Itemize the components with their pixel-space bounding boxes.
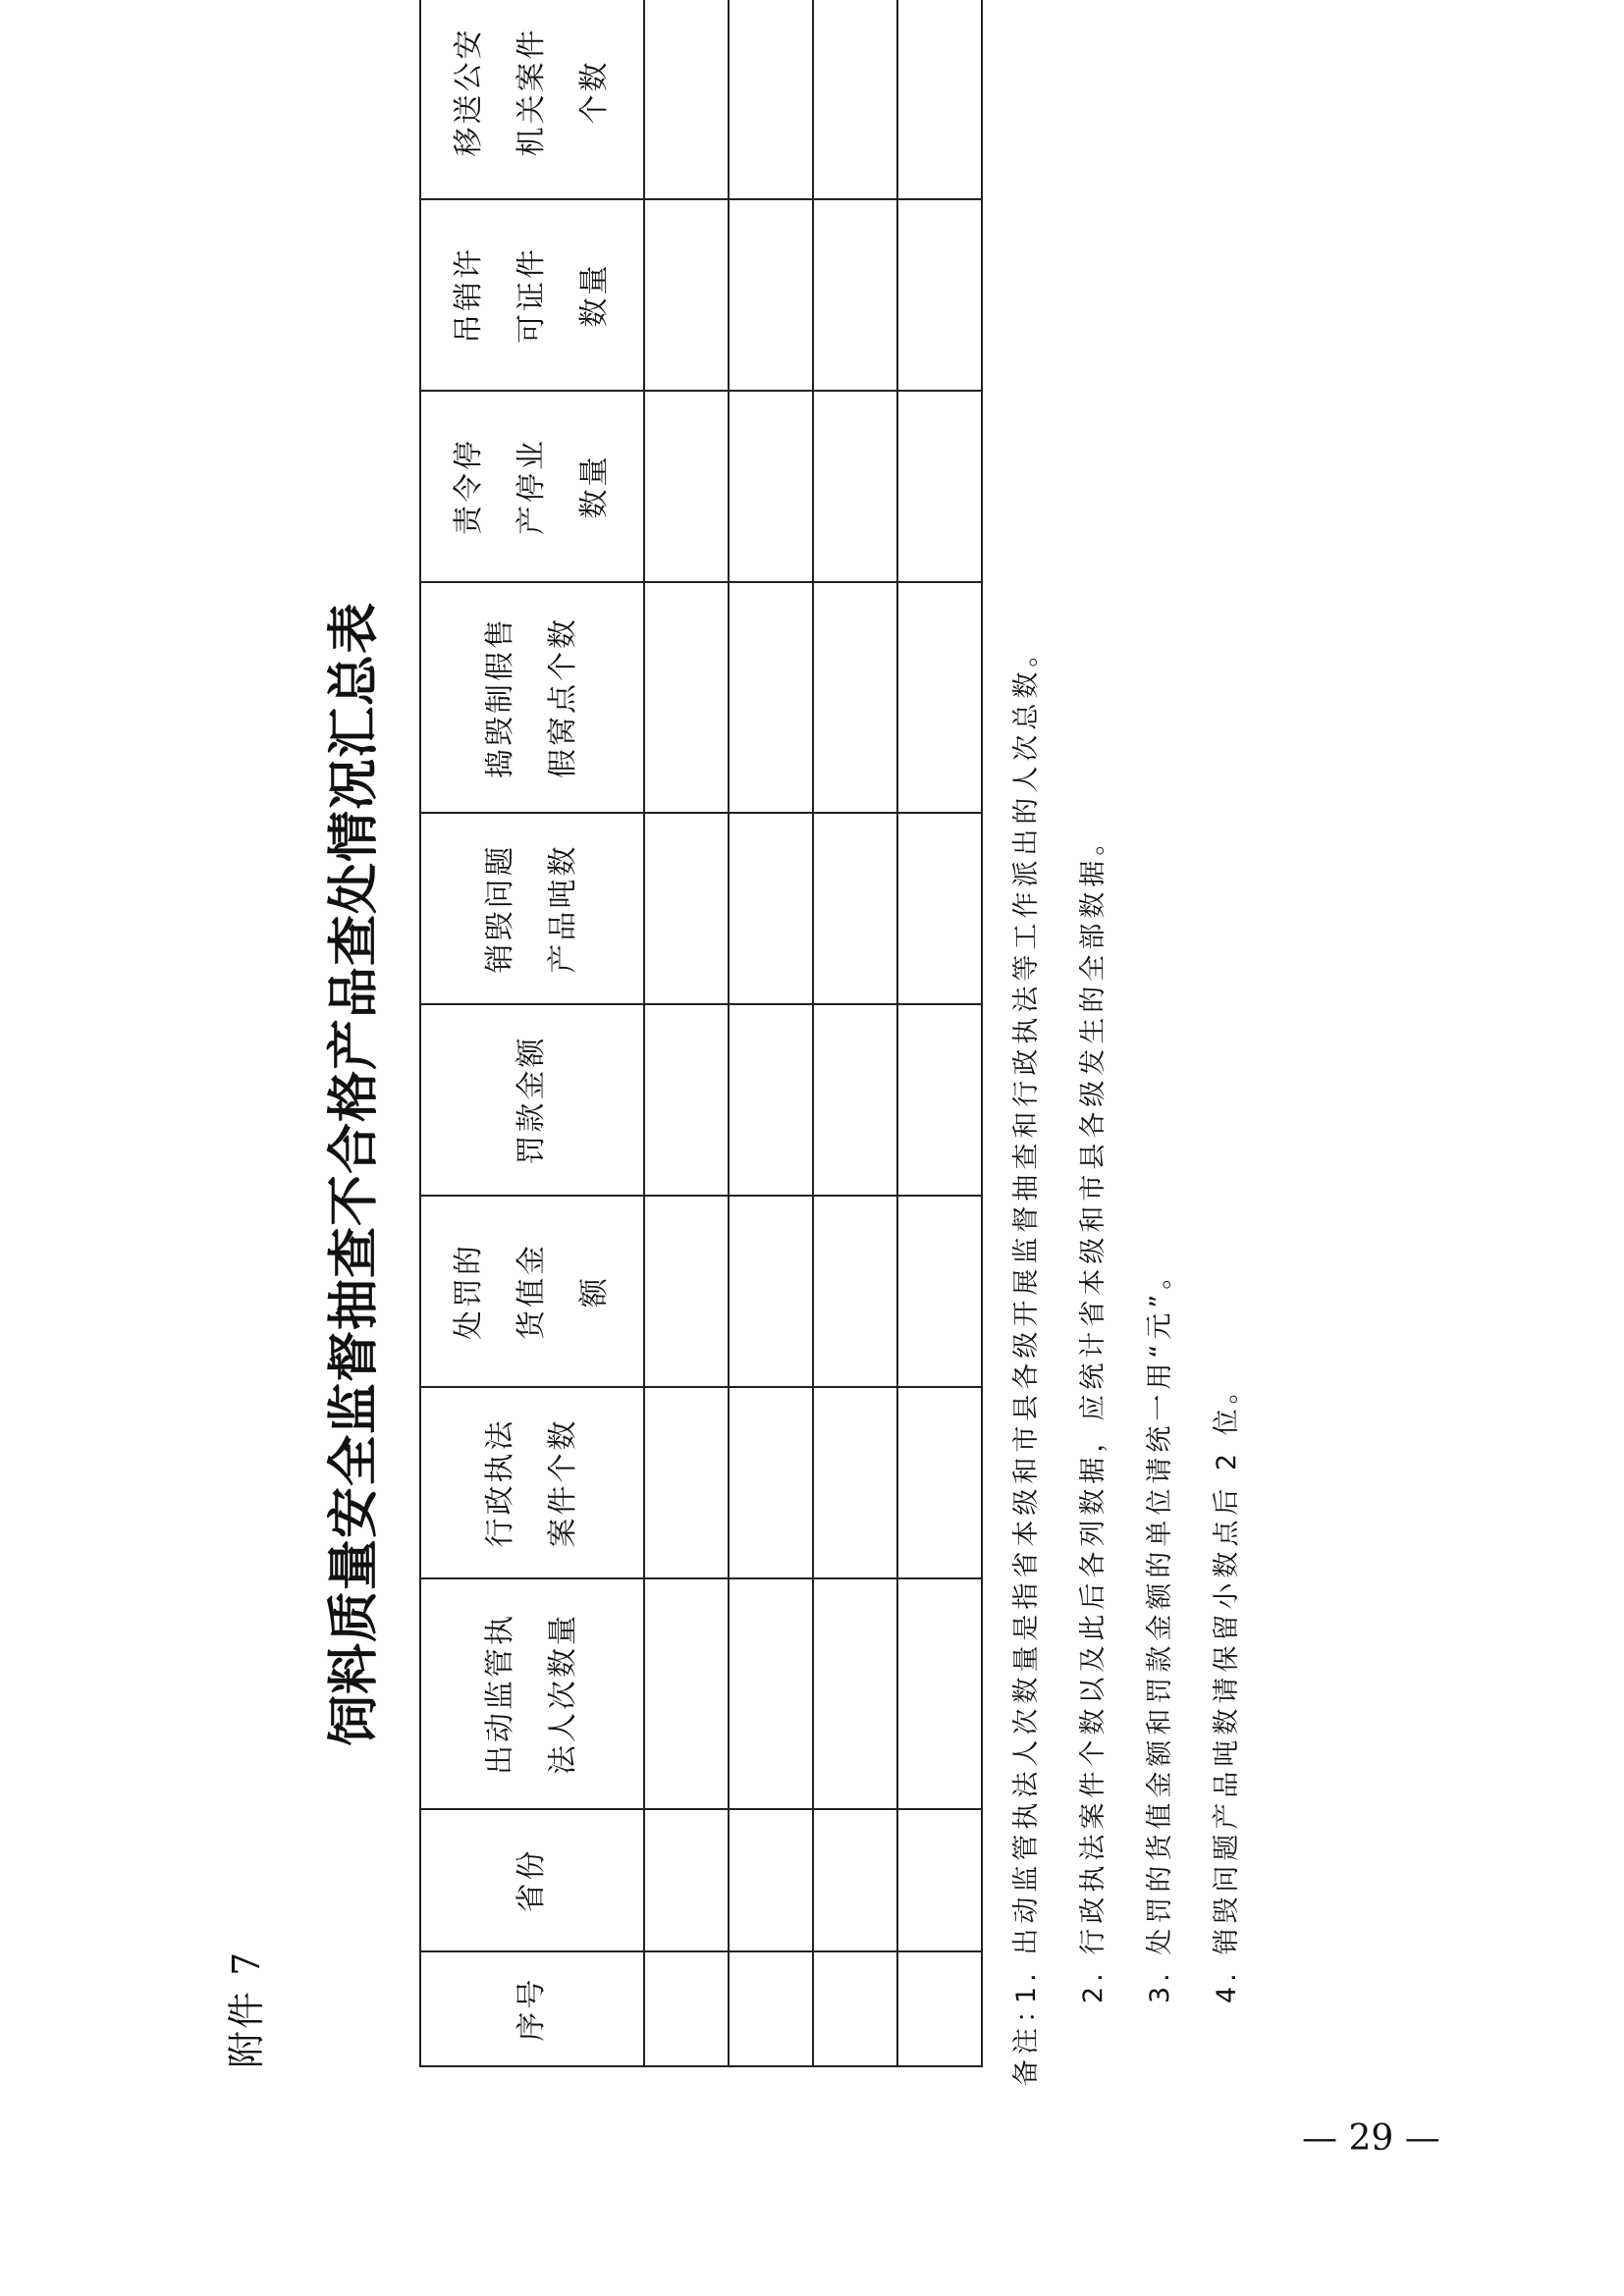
table-cell	[644, 1004, 729, 1196]
table-cell	[729, 582, 813, 813]
table-cell	[813, 1196, 897, 1387]
note-text: 1. 出动监管执法人次数量是指省本级和市县各级开展监督抽查和行政执法等工作派出的人次总数。	[1011, 635, 1042, 2003]
table-title: 饲料质量安全监督抽查不合格产品查处情况汇总表	[324, 601, 384, 1746]
table-cell	[644, 391, 729, 582]
table-cell	[813, 1809, 897, 1951]
note-1	[994, 162, 1060, 2086]
attachment-label: 附件 7	[225, 1949, 268, 2068]
col-header-suspensions: 责令停 产停业 数量	[420, 391, 644, 582]
table-cell	[729, 391, 813, 582]
col-header-counterfeit-dens: 捣毁制假售 假窝点个数	[420, 582, 644, 813]
table-cell	[729, 1004, 813, 1196]
table-cell	[897, 813, 982, 1004]
table-cell	[644, 813, 729, 1004]
table-cell	[897, 1004, 982, 1196]
table-cell	[729, 1951, 813, 2066]
col-header-police-transfers: 移送公安 机关案件 个数	[420, 0, 644, 199]
table-cell	[729, 199, 813, 391]
table-cell	[644, 199, 729, 391]
summary-table	[419, 0, 983, 2067]
table-row	[644, 0, 729, 2066]
col-header-index: 序号	[420, 1951, 644, 2066]
table-cell	[897, 1387, 982, 1578]
note-2	[1060, 162, 1127, 2086]
table-cell	[897, 391, 982, 582]
table-cell	[644, 1578, 729, 1809]
table-cell	[729, 1196, 813, 1387]
header-row	[420, 0, 644, 2066]
table-cell	[897, 1951, 982, 2066]
col-header-cases: 行政执法 案件个数	[420, 1387, 644, 1578]
table-cell	[897, 1578, 982, 1809]
table-cell	[813, 1578, 897, 1809]
col-header-license-revocations: 吊销许 可证件 数量	[420, 199, 644, 391]
col-header-enforcement-personnel: 出动监管执 法人次数量	[420, 1578, 644, 1809]
table-cell	[729, 1809, 813, 1951]
table-cell	[897, 582, 982, 813]
table-cell	[644, 0, 729, 199]
col-header-fine-amount: 罚款金额	[420, 1004, 644, 1196]
table-cell	[813, 582, 897, 813]
table-cell	[813, 1387, 897, 1578]
table-cell	[729, 1578, 813, 1809]
table-row	[813, 0, 897, 2066]
notes	[994, 162, 1261, 2086]
table-cell	[644, 1951, 729, 2066]
table-cell	[813, 0, 897, 199]
table-cell	[813, 1004, 897, 1196]
table-row	[729, 0, 813, 2066]
table-cell	[644, 1387, 729, 1578]
table-cell	[897, 199, 982, 391]
table-row	[897, 0, 982, 2066]
table-cell	[729, 813, 813, 1004]
table-cell	[897, 0, 982, 199]
table-cell	[813, 1951, 897, 2066]
col-header-goods-value: 处罚的 货值金 额	[420, 1196, 644, 1387]
note-text: 4. 销毁问题产品吨数请保留小数点后 2 位。	[1212, 1372, 1242, 2003]
notes-label: 备注：	[1011, 1992, 1042, 2086]
page-number: — 29 —	[1302, 2118, 1440, 2159]
table-cell	[813, 813, 897, 1004]
table-cell	[813, 391, 897, 582]
table-cell	[644, 1809, 729, 1951]
table-cell	[897, 1809, 982, 1951]
table-cell	[729, 0, 813, 199]
col-header-destroyed-tons: 销毁问题 产品吨数	[420, 813, 644, 1004]
table-cell	[897, 1196, 982, 1387]
table-cell	[644, 1196, 729, 1387]
table-cell	[813, 199, 897, 391]
table-cell	[729, 1387, 813, 1578]
table-cell	[644, 582, 729, 813]
note-text: 2. 行政执法案件个数以及此后各列数据，应统计省本级和市县各级发生的全部数据。	[1078, 824, 1109, 2003]
note-4	[1194, 162, 1261, 2086]
note-3	[1127, 162, 1194, 2086]
col-header-province: 省份	[420, 1809, 644, 1951]
note-text: 3. 处罚的货值金额和罚款金额的单位请统一用“元”。	[1145, 1257, 1175, 2003]
